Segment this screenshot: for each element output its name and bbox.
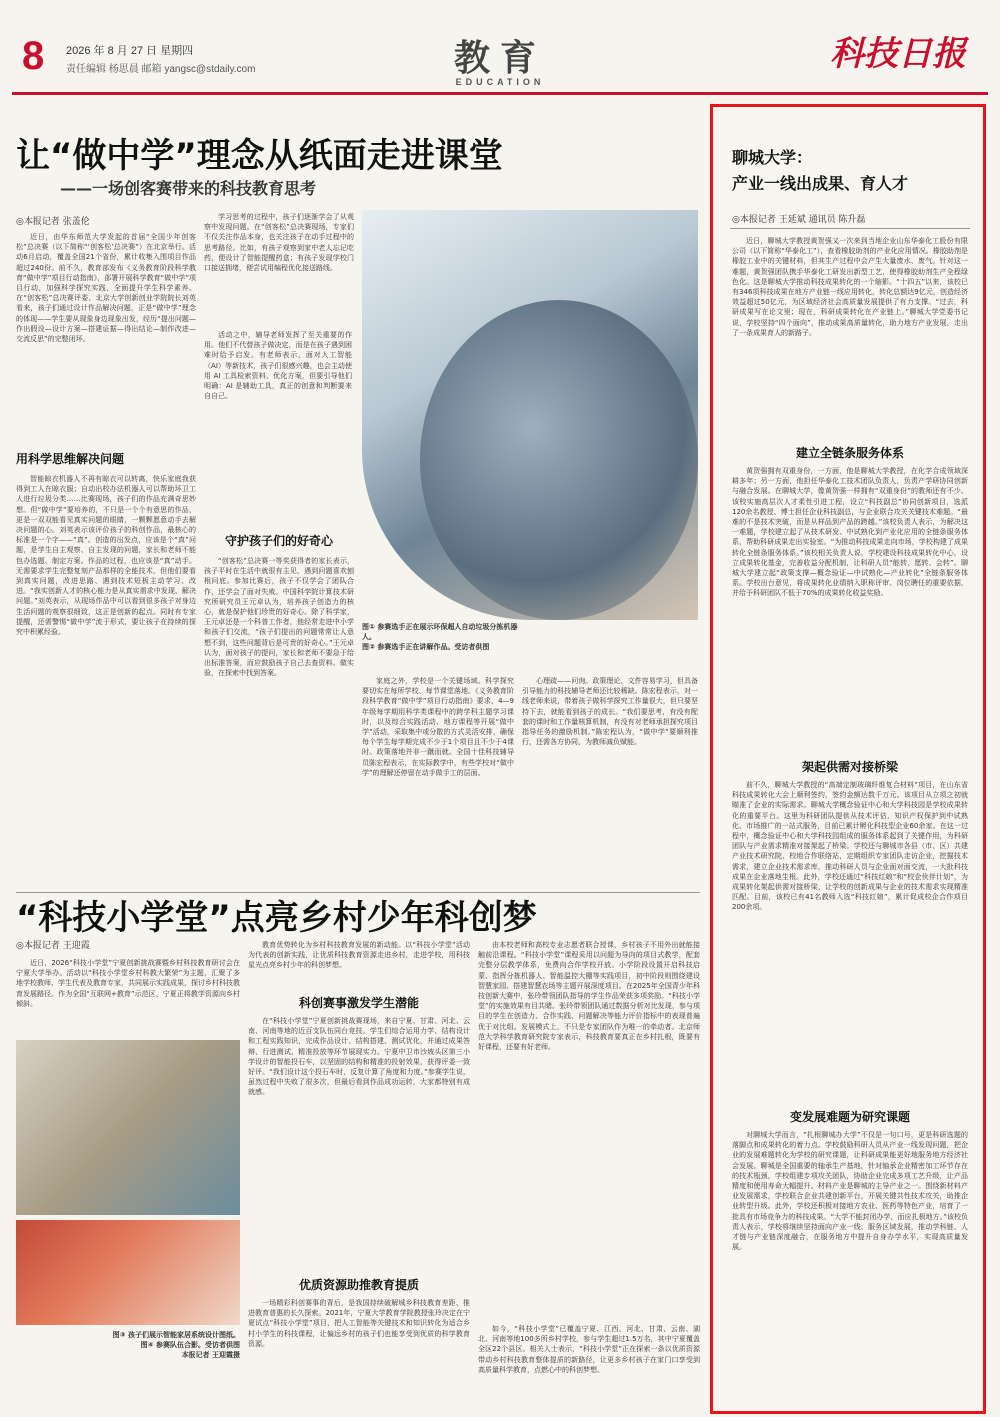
article1-subheadline: ——一场创客赛带来的科技教育思考 bbox=[60, 179, 317, 198]
section-title: 教育 bbox=[453, 37, 546, 79]
right-article-title-line-1: 聊城大学： bbox=[732, 148, 813, 167]
right-article-byline: ◎本报记者 王延斌 通讯员 陈升磊 bbox=[732, 215, 866, 225]
masthead-logo: 科技日报 bbox=[830, 34, 966, 74]
article1-subhead-protect: 守护孩子们的好奇心 bbox=[224, 534, 333, 548]
right-subhead-2: 架起供需对接桥梁 bbox=[801, 760, 898, 774]
page-number: 8 bbox=[22, 34, 45, 78]
article2-column-2b: 在“科技小学堂”宁夏创新挑战赛现场，来自宁夏、甘肃、河北、云南、河南等地的近百支队伍同台竞技。学生们综合运用力学、结构设计和工程实践知识，完成作品设计、结构搭建、测试优化，并通过成果答辩、行进测试、精准投放等环节展现实力。宁夏中卫市沙坡头区第三小学设计的智能投石车，以坚固的结构和精准的投射效果，获得评委一致好评。“我们设计这个投石车时，反复计算了角度和力度。”参赛学生说，虽然过程中失败了很多次，但最后看到作品成功运转，大家都特别有成就感。 bbox=[248, 1017, 470, 1097]
article2-photo-3 bbox=[16, 1040, 240, 1215]
article1-photo-caption: 图① 参赛选手正在展示环保超人自动垃圾分拣机器人。 图② 参赛选手正在讲解作品。受访者供图 bbox=[362, 623, 518, 651]
article2-column-2c: 一场精彩科创赛事的背后，是我国持续破解城乡科技教育差距、推进教育普惠的长久探索。2021年，宁夏大学教育学院教授张玲决定在宁夏试点“科技小学堂”项目，把人工智能等关键技术和知识转化为适合乡村小学生的科技课程，让偏远乡村的孩子们也能享受到优质的科学教育资源。 bbox=[248, 1299, 470, 1348]
article2-column-3: 由本校老师和高校专业志愿者联合授课，乡村孩子不用外出就能接触前沿课程。“科技小学堂”课程采用以问题为导向的项目式教学，配套完整分层教学体系，免费向合作学校开放。小学阶段设置开启科技启蒙、指挥分拣机器人、智能温控大棚等实践项目，初中阶段则围绕建设智慧家园、搭建智慧农场等主题开展深度项目。在2025年全国青少年科技创新大赛中，张玲带领团队指导的学生作品荣获多项奖励。“科技小学堂”的实施效果有目共睹。张玲带领团队通过数据分析对比发现，参与项目的学生在创造力、合作实践、问题解决等能力评价指标中的表现普遍优于对比组。发展模式上，不只是专家团队作为唯一的牵动者。北京师范大学科学教育研究院专家表示，科技教育要真正在乡村扎根，既要有好课程，还要有好老师。 bbox=[478, 941, 700, 1052]
article1-column-2c: “创客松”总决赛一等奖获得者的家长表示，孩子平时在生活中就很有主见，遇到问题喜欢刨根问底。参加比赛后，孩子不仅学会了团队合作，还学会了面对失败。中国科学院计算技术研究所研究员王元卓认为，培养孩子创造力的核心，就是保护他们珍贵的好奇心。除了科学家，王元卓还是一个科普工作者，他经常走进中小学和孩子们交流，“孩子们提出的问题常常让人意想不到，这些问题背后是可贵的好奇心。”王元卓认为，面对孩子的提问，家长和老师不要急于给出标准答案，而应鼓励孩子自己去查资料、做实验，在探索中找到答案。 bbox=[204, 557, 354, 678]
article2-column-2: 教育优势转化为乡村科技教育发展的新动能。以“科技小学堂”活动为代表的创新实践，让优质科技教育资源走进乡村，走进学校，用科技星光点亮乡村少年的科创梦想。 bbox=[248, 941, 470, 970]
article1-column-3: 家庭之外，学校是一个关键场域。科学探究要切实在每所学校、每节课堂落地。《义务教育阶段科学教育“做中学”项目行动指南》要求，4—9年级每学期用科学类课程中的跨学科主题学习课时，以及综合实践活动、地方课程等开展“做中学”活动，采取集中或分散的方式灵活安排，确保每个学生每学期完成不少于1个项目且不少于4课时。政策落地并非一蹴而就。全国十佳科技辅导员陈宏程表示，在实际教学中，有些学校对“做中学”的理解还停留在动手做手工的层面。 bbox=[362, 677, 514, 777]
article1-subhead-solve: 用科学思维解决问题 bbox=[16, 452, 125, 466]
article1-column-2b: 活动之中，辅导老师发挥了至关重要的作用。他们不代替孩子做决定，而是在孩子遇到困难时给予启发。有老师表示，面对人工智能（AI）等新技术，孩子们很感兴趣，也会主动使用 AI 工具检索资料、优化方案，但要引导他们明确：AI 是辅助工具，真正的创意和判断要来自自己。 bbox=[204, 331, 352, 401]
section-title-en: EDUCATION bbox=[455, 77, 545, 87]
issue-date: 2026 年 8 月 27 日 星期四 bbox=[66, 45, 194, 57]
article2-photo-4 bbox=[16, 1220, 240, 1325]
right-section-2: 前不久，聊城大学教授的“高端定制玻璃纤维复合材料”项目，在山东省科技成果转化大会上顺利签约，签约金额达数千万元。该项目从立项之初就瞄准了企业的实际需求。聊城大学概念验证中心和大学科技园是学校成果转化的重要平台。这里为科研团队提供从技术评估、知识产权保护到中试熟化、市场推广的一站式服务，目前已累计孵化科技型企业60余家。在这一过程中，概念验证中心和大学科技园组成的服务体系起到了关键作用，为科研团队与产业需求精准对接架起了桥梁。学校还与聊城市各县（市、区）共建产业技术研究院、校地合作联络站，定期组织专家团队走访企业，挖掘技术需求，建立企业技术需求库，推动科研人员与企业面对面交流，一大批科技成果在企业落地生根。此外，学校还通过“科技红娘”和“校企伙伴计划”，为成果转化架起供需对接桥梁，让学校的创新成果与企业的技术需求实现精准匹配。目前，该校已有41名教师入选“科技红娘”，累计促成校企合作项目200余项。 bbox=[732, 781, 968, 912]
article1-column-4: 心理疏——问询。政策理论、文件容易学习，但具备引导能力的科技辅导老师还比较稀缺。陈宏程表示，对一线老师来说，带着孩子做科学探究工作量很大，但只要坚持下去，就能看到孩子的成长。“我们要思考，有没有配套的课时和工作量核算机制，有没有对老师承担探究项目指导任务的激励机制。”陈宏程认为，“做中学”要顺利推行，还需各方协同，为教师减负赋能。 bbox=[522, 677, 698, 747]
right-section-1: 黄贺强拥有双重身份，一方面，他是聊城大学教授，在化学合成领域深耕多年；另一方面，他担任华泰化工技术团队负责人，负责产学研协同创新与融合发展。在聊城大学，像黄贺强一样拥有“双重身份”的教师还有不少。该校实施高层次人才柔性引进工程，设立“科技副总”协同创新项目，选派120余名教授、博士担任企业科技副总，与企业联合攻关关键技术难题。“最难的不是技术突破，而是从样品到产品的跨越。”该校负责人表示，为解决这一难题，学校建立起了从技术研发、中试熟化到产业化应用的全链条服务体系，帮助科研成果走出实验室。“为推动科技成果走向市场，学校构建了成果转化全链条服务体系。”该校相关负责人说，学校建设科技成果转化中心，设立成果转化基金，完善收益分配机制，让科研人员“能转、愿转、会转”。聊城大学建立起“政策支撑—概念验证—中试熟化—产业转化”全链条服务体系。学校出台意见，将成果转化业绩纳入职称评审、岗位聘任的重要依据，并给予科研团队不低于70%的成果转化收益奖励。 bbox=[732, 467, 968, 598]
editor-line: 责任编辑 杨思晨 邮箱 yangsc@stdaily.com bbox=[66, 64, 256, 75]
article2-byline: ◎本报记者 王迎霞 bbox=[16, 941, 90, 951]
right-subhead-1: 建立全链条服务体系 bbox=[795, 446, 904, 460]
right-subhead-3: 变发展难题为研究课题 bbox=[789, 1110, 910, 1124]
right-article-rule bbox=[730, 228, 970, 229]
article2-subhead-resources: 优质资源助推教育提质 bbox=[298, 1278, 419, 1292]
article1-column-1b: 智能晾衣机器人不再有晾衣可以转离，快乐家庭我获得到工人在晾衣服；自动出校办法机器人可以帮助环卫工人进行垃圾分类……比赛现场，孩子们的作品充满奇思妙想。但“做中学”要培养的，不只是一个个有意思的作品，更是一双双能看见真实问题的眼睛，一颗颗愿意动手去解决问题的心。刘英表示该评价孩子的科创作品，最核心的标准是一个字——“真”。创造的出发点，应该是个“真”问题，是学生自主观察、自主发现的问题，家长和老师不能包办选题、制定方案。作品的过程，也应该是“真”动手。无需要求学生完整复刻产品那样的全能技术，但他们要看到真实问题，改进思路、遇到技术短板主动学习、改进。“我实创新人才的核心能力是从真实需求中发现、解决问题。”刘英表示，从现场作品中可以看到很多孩子对身边生活问题的观察很细致，这正是创新的起点。同时有专家提醒，还需警惕“做中学”流于形式，要让孩子在持续的探究中积累经验。 bbox=[16, 475, 196, 637]
right-section-3: 对聊城大学而言，“扎根聊城办大学”不仅是一句口号，更是科研选题的落脚点和成果转化的着力点。学校鼓励科研人员从产业一线发现问题，把企业的发展难题转化为学校的研究课题，让科研成果能更好地服务地方经济社会发展。聊城是全国重要的轴承生产基地，针对轴承企业精密加工环节存在的技术瓶颈，学校组建专项攻关团队，协助企业完成多项工艺升级，让产品精度和使用寿命大幅提升。材料产业是聊城的主导产业之一。围绕新材料产业发展需求，学校联合企业共建创新平台，开展关键共性技术攻关，助推企业转型升级。此外，学校还积极对接地方农业、医药等特色产业，培育了一批具有市场竞争力的科技成果。“大学不能封闭办学，而应扎根地方。”该校负责人表示，学校将继续坚持面向产业一线、服务区域发展，推动学科链、人才链与产业链深度融合，在服务地方中提升自身办学水平，实现高质量发展。 bbox=[732, 1131, 968, 1252]
article2-photo-caption: 图③ 孩子们展示智能家居系统设计图纸。 图④ 参赛队伍合影。受访者供图 本报记者 王迎霞摄 bbox=[112, 1331, 240, 1359]
article2-subhead-potential: 科创赛事激发学生潜能 bbox=[298, 996, 419, 1010]
article2-column-1: 近日，2026“科技小学堂”宁夏创新挑战赛暨乡村科技教育研讨会在宁夏大学举办。活动以“科技小学堂乡村科教大繁荣”为主题，汇聚了多地学校教师、学生代表及教育专家，共同展示实践成果，探讨乡村科技教育发展路径。作为全国“互联网+教育”示范区，宁夏正将教学资源向乡村倾斜。 bbox=[16, 959, 240, 1008]
article2-column-3b: 如今，“科技小学堂”已覆盖宁夏、江西、河北、甘肃、云南、湖北、河南等地100多所乡村学校，参与学生超过1.5万名，其中宁夏覆盖全区22个县区。相关人士表示，“科技小学堂”正在探索一条以优质资源带动乡村科技教育整体提质的新路径，让更多乡村孩子在家门口享受到高质量科学教育，点燃心中的科创梦想。 bbox=[478, 1325, 700, 1374]
header-rule bbox=[12, 92, 988, 95]
article2-headline: “科技小学堂”点亮乡村少年科创梦 bbox=[16, 898, 537, 938]
right-article-intro: 近日，聊城大学教授黄贺强又一次来到当地企业山东华泰化工股份有限公司（以下简称“华泰化工”），查看橡胶助剂的产业化应用情况。橡胶助剂是橡胶工业中的关键材料，但其生产过程中会产生大量废水、废气。针对这一难题，黄贺强团队携手华泰化工研发出新型工艺，使得橡胶助剂生产全程绿色化。这是聊城大学推动科技成果转化的一个缩影。“十四五”以来，该校已有346项科技成果在地方产业链一线应用转化，转化总额达9亿元，创造经济效益超过50亿元，为区域经济社会高质量发展提供了有力支撑。“过去，科研成果写在论文里；现在，科研成果转化在产业链上。”聊城大学党委书记说，学校坚持“四个面向”，推动成果高质量转化，助力地方产业发展，走出了一条成果育人的新路子。 bbox=[732, 237, 968, 337]
article1-headline: 让“做中学”理念从纸面走进课堂 bbox=[16, 136, 503, 176]
article1-column-2: 学习思考的过程中，孩子们逐渐学会了从观察中发现问题。在“创客松”总决赛现场，专家们不仅关注作品本身，也关注孩子在动手过程中的思考路径。比如，有孩子观察到家中老人忘记吃药，便设计了智能提醒药盒；有孩子发现学校门口接送拥堵，便尝试用编程优化接送路线。 bbox=[204, 213, 354, 273]
right-article-title-line-2: 产业一线出成果、育人才 bbox=[732, 174, 909, 193]
article1-column-1: 近日，由华东师范大学发起的首届“全国少年创客松”总决赛（以下简称“‘创客松’总决赛”）在北京举行。活动6月启动，覆盖全国21个省份，累计收集入围项目作品超过240份。前不久，教育部发布《义务教育阶段科学教育“做中学”项目行动指南》，部署开展科学教育“做中学”项目行动，加强科学探究实践，全面提升学生科学素养。在“创客松”总决赛评委、北京大学创新创业学院院长刘英看来，孩子们通过设计作品解决问题，正是“做中学”理念的体现——学生要从现象身边现象出发，经历“提出问题—作出假设—设计方案—搭建证据—得出结论—制作改进—交流反思”的完整闭环。 bbox=[16, 233, 196, 344]
article1-byline: ◎本报记者 张盖伦 bbox=[16, 217, 90, 227]
article1-photo-2 bbox=[420, 300, 698, 620]
